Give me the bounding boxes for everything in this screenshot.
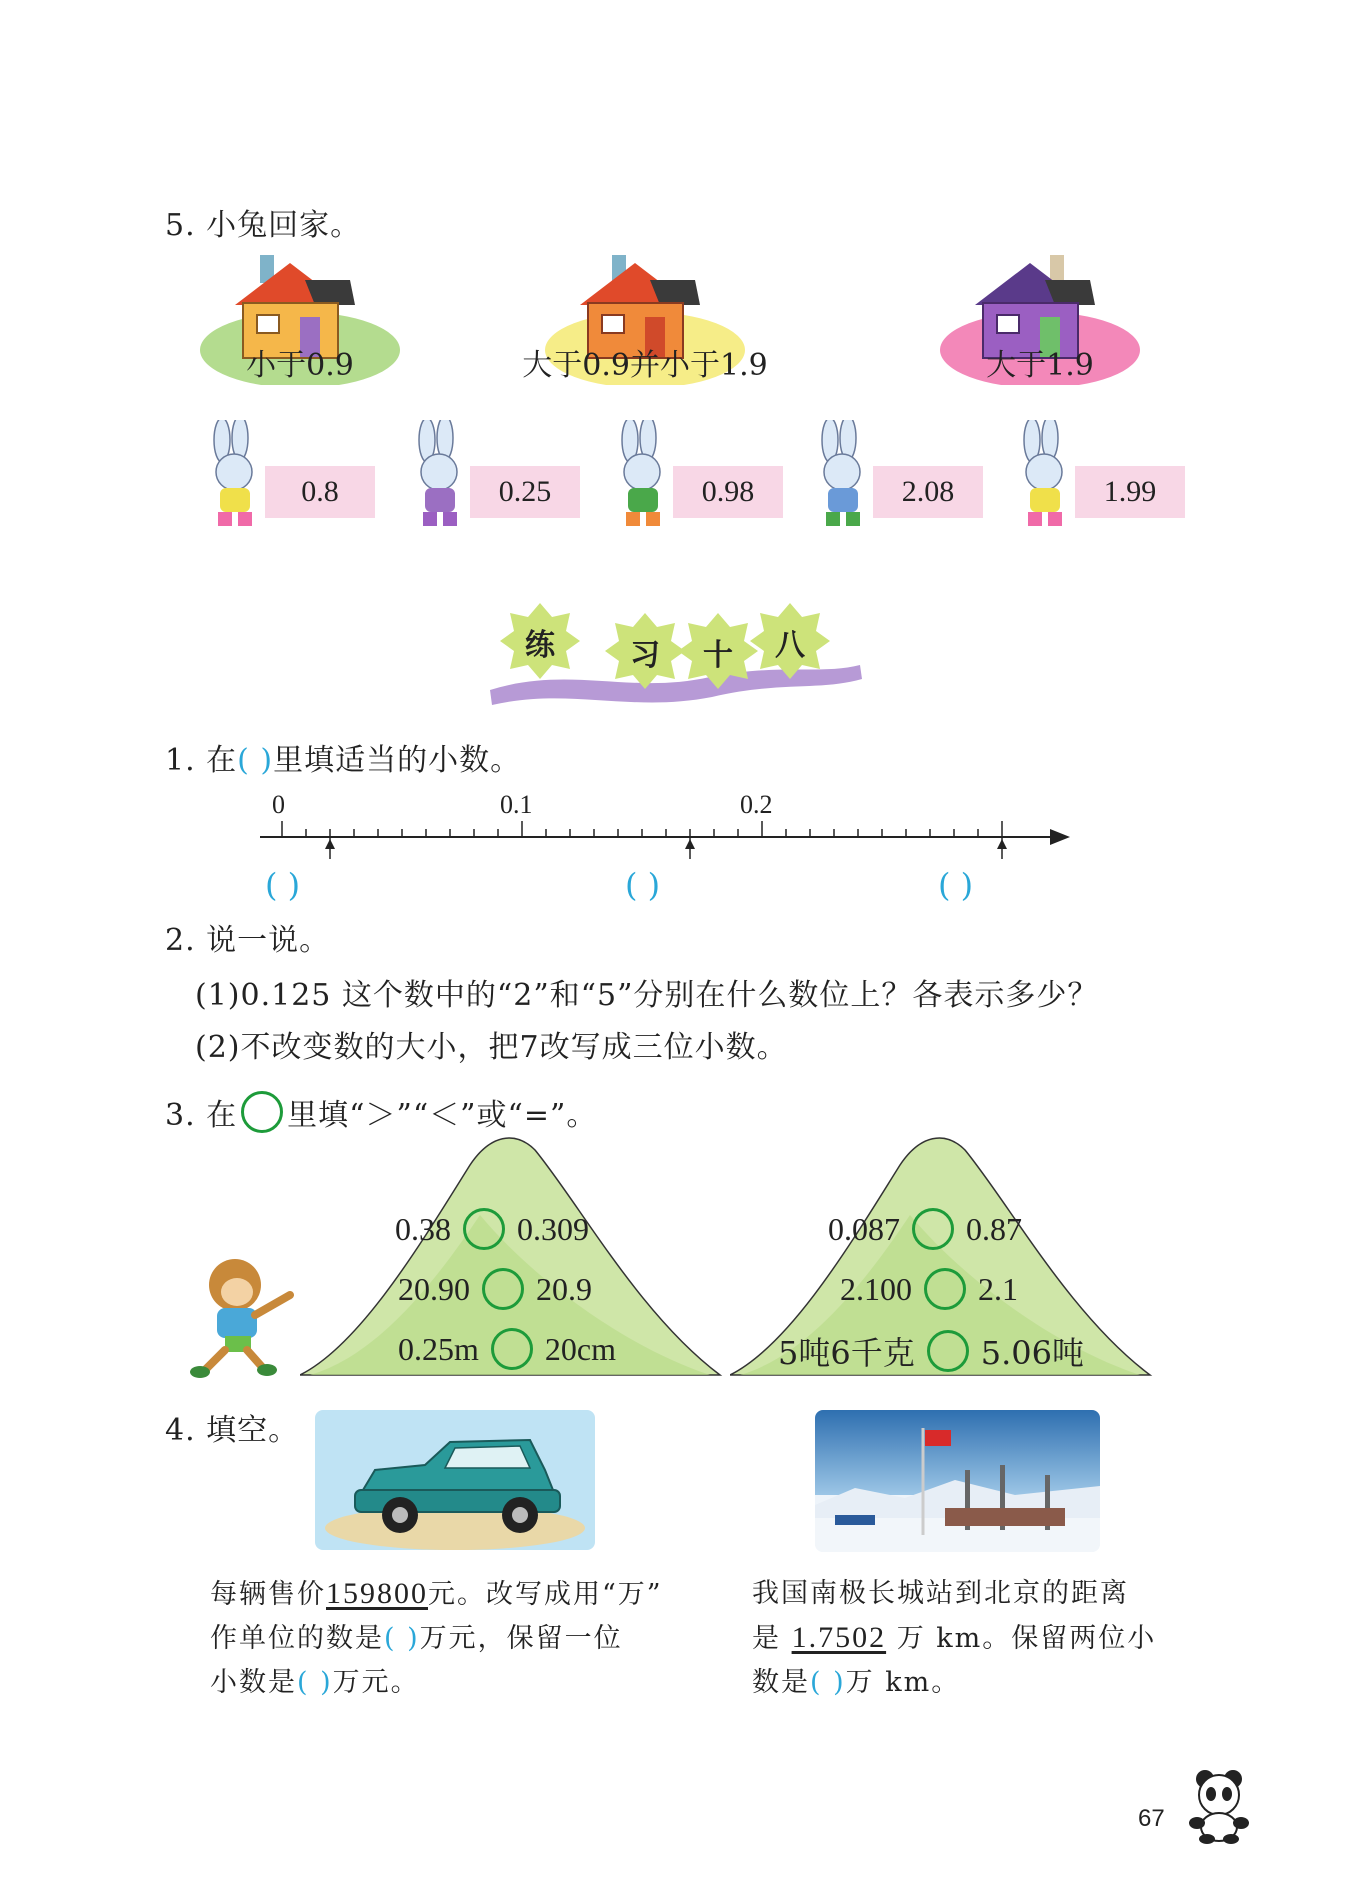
q3-title-post: 里填“＞”“＜”或“=”。: [287, 1098, 598, 1133]
rabbit-4-number: 2.08: [873, 466, 983, 518]
cmp-left-1-circle[interactable]: [463, 1208, 505, 1250]
rabbit-1-number: 0.8: [265, 466, 375, 518]
cmp-left-2-a: 20.90: [398, 1270, 470, 1307]
panda-icon: [1183, 1765, 1253, 1845]
cmp-right-2-circle[interactable]: [924, 1268, 966, 1310]
cmp-right-1-a: 0.087: [828, 1210, 900, 1247]
car-blank-1[interactable]: ( ): [384, 1623, 420, 1654]
heading-char-2: 习: [630, 638, 660, 673]
house-2-label: 大于0.9并小于1.9: [522, 348, 768, 383]
cmp-left-3-b: 20cm: [544, 1330, 616, 1367]
q1-blank-3[interactable]: ( ): [938, 866, 974, 904]
q2-item-2: (2)不改变数的大小，把7改写成三位小数。: [195, 1030, 788, 1065]
q2-item-1: (1)0.125 这个数中的“2”和“5”分别在什么数位上？各表示多少？: [195, 978, 1099, 1013]
rabbit-3-number: 0.98: [673, 466, 783, 518]
car-icon: [315, 1410, 595, 1550]
car-text-2: 元。改写成用“万”: [428, 1579, 663, 1610]
cmp-left-2-circle[interactable]: [482, 1268, 524, 1310]
cmp-left-2-b: 20.9: [536, 1270, 592, 1307]
cmp-left-3-a: 0.25m: [398, 1330, 479, 1367]
rabbit-5-number: 1.99: [1075, 466, 1185, 518]
q1-title-post: 里填适当的小数。: [273, 743, 522, 778]
number-line-ticks: [282, 821, 1002, 837]
cmp-left-1-a: 0.38: [395, 1210, 451, 1247]
tick-label-0-1: 0.1: [500, 790, 533, 819]
house-1-label: 小于0.9: [246, 348, 354, 383]
cmp-right-2-b: 2.1: [978, 1270, 1018, 1307]
heading-char-4: 八: [775, 628, 805, 663]
heading-char-1: 练: [525, 628, 555, 663]
q4-antarctic-paragraph: [752, 1572, 1192, 1705]
q4-car-paragraph: [210, 1572, 730, 1705]
tick-label-0: 0: [272, 790, 285, 819]
tick-label-0-2: 0.2: [740, 790, 773, 819]
car-text-3: 作单位的数是: [210, 1623, 384, 1654]
car-text-6: 万元。: [332, 1667, 420, 1698]
exercise-heading: [480, 595, 870, 715]
car-text-4: 万元，保留一位: [419, 1623, 623, 1654]
page-number: 67: [1138, 1805, 1165, 1832]
q1-blank-1[interactable]: ( ): [265, 866, 301, 904]
cmp-left-1: [395, 1208, 589, 1250]
cmp-right-1: [828, 1208, 1022, 1250]
q1-title-paren: ( ): [237, 743, 274, 778]
antarctic-photo: [815, 1410, 1100, 1552]
cmp-right-3-circle[interactable]: [927, 1330, 969, 1372]
cmp-left-2: [398, 1268, 592, 1310]
q3-title-circle-icon: [241, 1091, 283, 1133]
ant-text-3: 万 km。保留两位小: [896, 1623, 1157, 1654]
rabbit-2-number: 0.25: [470, 466, 580, 518]
ant-text-5: 万 km。: [845, 1667, 961, 1698]
heading-char-3: 十: [703, 638, 733, 673]
cmp-right-2-a: 2.100: [840, 1270, 912, 1307]
q1-blank-2[interactable]: ( ): [625, 866, 661, 904]
ant-text-4: 数是: [752, 1667, 810, 1698]
q5-title: 5. 小兔回家。: [165, 208, 362, 243]
monkey-icon: [175, 1250, 305, 1380]
cmp-left-3-circle[interactable]: [491, 1328, 533, 1370]
car-blank-2[interactable]: ( ): [297, 1667, 333, 1698]
station-photo-icon: [815, 1410, 1100, 1552]
cmp-right-3-b: 5.06吨: [980, 1334, 1084, 1372]
ant-text-2: 是: [752, 1623, 781, 1654]
ant-text-1: 我国南极长城站到北京的距离: [752, 1578, 1129, 1609]
car-text-1: 每辆售价: [210, 1579, 326, 1610]
cmp-right-3: [778, 1328, 1084, 1374]
ant-blank[interactable]: ( ): [810, 1667, 846, 1698]
q1-title: [165, 735, 521, 779]
q3-title-pre: 3. 在: [165, 1098, 238, 1133]
car-text-5: 小数是: [210, 1667, 297, 1698]
house-3-label: 大于1.9: [986, 348, 1094, 383]
ant-distance: 1.7502: [791, 1621, 887, 1654]
car-illustration: [315, 1410, 595, 1550]
number-line-arrows: [325, 837, 1007, 859]
cmp-right-1-b: 0.87: [966, 1210, 1022, 1247]
q1-title-pre: 1. 在: [165, 743, 238, 778]
cmp-right-3-a: 5吨6千克: [778, 1334, 915, 1372]
cmp-left-3: [398, 1328, 616, 1370]
car-price: 159800: [326, 1577, 428, 1610]
q4-title: 4. 填空。: [165, 1413, 300, 1448]
q2-title: 2. 说一说。: [165, 923, 331, 958]
cmp-left-1-b: 0.309: [517, 1210, 589, 1247]
cmp-right-2: [840, 1268, 1018, 1310]
cmp-right-1-circle[interactable]: [912, 1208, 954, 1250]
